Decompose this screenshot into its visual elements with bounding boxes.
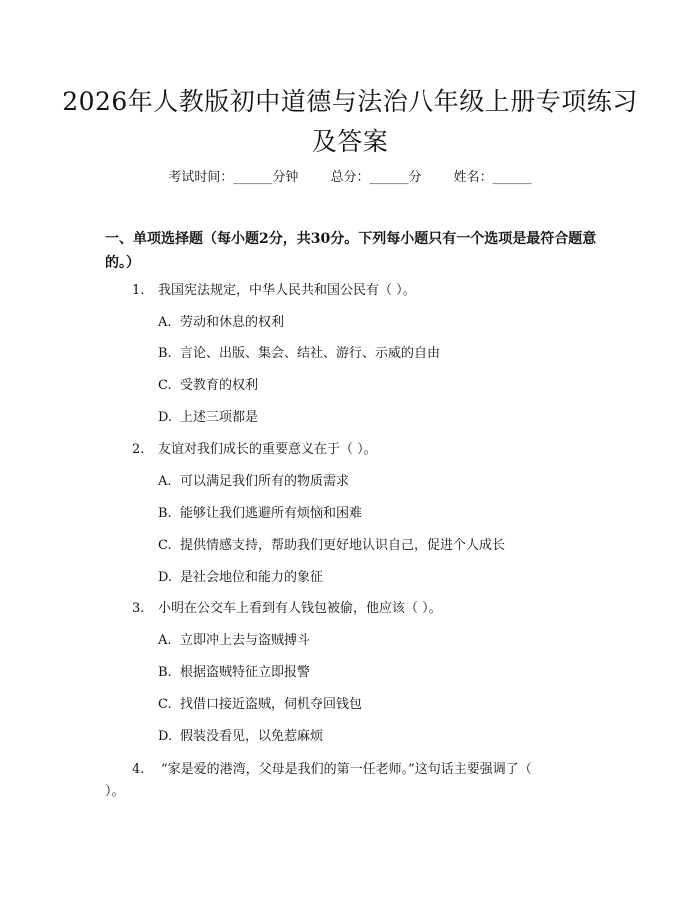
- option-label: B.: [158, 665, 172, 680]
- question-1-option-a: [158, 313, 284, 333]
- option-label: C.: [158, 697, 172, 712]
- option-text: 立即冲上去与盗贼搏斗: [180, 633, 311, 648]
- option-text: 假装没看见，以免惹麻烦: [180, 729, 324, 744]
- question-3-option-a: [158, 631, 310, 651]
- question-1-option-b: [158, 344, 440, 364]
- option-label: A.: [158, 633, 172, 648]
- option-text: 是社会地位和能力的象征: [180, 570, 324, 585]
- option-label: D.: [158, 729, 173, 744]
- question-number: 2.: [132, 442, 145, 457]
- question-1-option-c: [158, 376, 258, 396]
- option-label: D.: [158, 410, 173, 425]
- question-2-option-a: [158, 472, 349, 492]
- option-text: 劳动和休息的权利: [180, 315, 285, 330]
- option-text: 言论、出版、集会、结社、游行、示威的自由: [180, 346, 441, 361]
- question-number: 1.: [132, 283, 145, 298]
- option-text: 提供情感支持，帮助我们更好地认识自己，促进个人成长: [180, 538, 506, 553]
- question-number: 3.: [132, 601, 145, 616]
- option-text: 找借口接近盗贼，伺机夺回钱包: [180, 697, 363, 712]
- question-2-option-c: [158, 536, 505, 556]
- question-4: [105, 759, 535, 803]
- question-text: 小明在公交车上看到有人钱包被偷，他应该（ ）。: [158, 601, 442, 616]
- question-text: “家是爱的港湾，父母是我们的第一任老师。”这句话主要强调了（ ）。: [105, 762, 532, 799]
- question-text: 我国宪法规定，中华人民共和国公民有（ ）。: [158, 283, 416, 298]
- option-label: B.: [158, 506, 172, 521]
- option-label: D.: [158, 570, 173, 585]
- question-3-option-b: [158, 663, 310, 683]
- option-text: 能够让我们逃避所有烦恼和困难: [180, 506, 363, 521]
- exam-time: 考试时间：______分钟: [168, 170, 299, 185]
- student-name: 姓名：______: [453, 170, 532, 185]
- option-label: C.: [158, 378, 172, 393]
- question-text: 友谊对我们成长的重要意义在于（ ）。: [158, 442, 377, 457]
- option-label: C.: [158, 538, 172, 553]
- question-1-option-d: [158, 408, 258, 428]
- question-number: 4.: [132, 762, 145, 777]
- option-text: 可以满足我们所有的物质需求: [180, 474, 350, 489]
- question-1: [132, 281, 416, 301]
- option-text: 受教育的权利: [180, 378, 259, 393]
- question-3-option-c: [158, 695, 362, 715]
- question-2-option-d: [158, 568, 323, 588]
- total-score: 总分：______分: [330, 170, 422, 185]
- option-text: 根据盗贼特征立即报警: [180, 665, 311, 680]
- question-3-option-d: [158, 727, 323, 747]
- question-2: [132, 440, 377, 460]
- option-label: A.: [158, 474, 172, 489]
- exam-meta: [0, 168, 700, 188]
- document-title: 2026年人教版初中道德与法治八年级上册专项练习及答案: [62, 87, 638, 156]
- question-2-option-b: [158, 504, 362, 524]
- question-3: [132, 599, 442, 619]
- section-title: 一、单项选择题（每小题2分，共30分。下列每小题只有一个选项是最符合题意的。）: [105, 231, 597, 271]
- option-text: 上述三项都是: [180, 410, 259, 425]
- option-label: B.: [158, 346, 172, 361]
- option-label: A.: [158, 315, 172, 330]
